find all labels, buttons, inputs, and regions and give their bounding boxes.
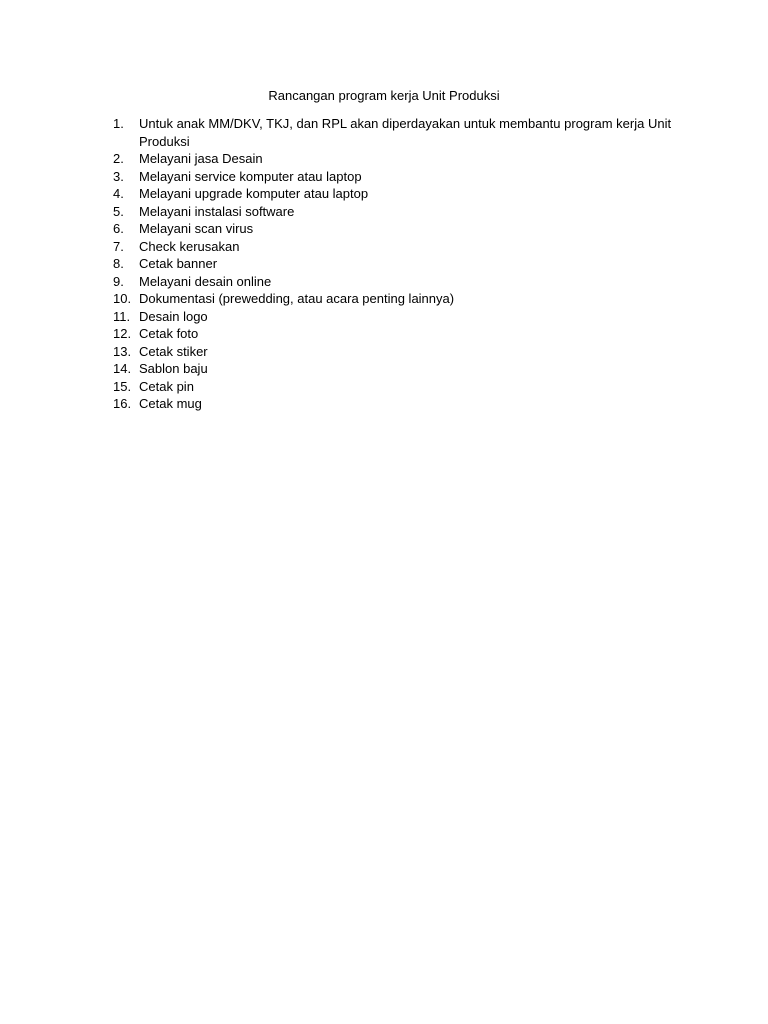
list-item: [113, 360, 673, 378]
list-item-number: 2.: [113, 151, 124, 166]
list-item-text: Melayani instalasi software: [139, 203, 295, 219]
list-item: [113, 168, 673, 186]
list-item: [113, 343, 673, 361]
program-list: [113, 115, 673, 413]
list-item: [113, 395, 673, 413]
list-item-number: 10.: [113, 291, 132, 306]
document-title: [0, 87, 768, 105]
list-item-text: Check kerusakan: [139, 238, 240, 254]
list-item-number: 5.: [113, 203, 124, 219]
list-item: [113, 378, 673, 396]
list-item-text: Sablon baju: [139, 361, 208, 376]
list-item-number: 9.: [113, 273, 124, 289]
list-item-text: Melayani scan virus: [139, 221, 254, 236]
list-item: [113, 238, 673, 256]
list-item: [113, 325, 673, 343]
list-item-number: 12.: [113, 326, 132, 341]
list-item-text: Melayani desain online: [139, 273, 272, 289]
list-item-number: 11.: [113, 308, 131, 324]
list-item: [113, 290, 673, 308]
list-item: [113, 308, 673, 326]
list-item-text: Cetak stiker: [139, 343, 208, 359]
list-item-text: Desain logo: [139, 308, 208, 324]
list-item-number: 7.: [113, 238, 124, 254]
list-item-text: Dokumentasi (prewedding, atau acara penting lainnya): [139, 291, 455, 306]
list-item-text: Cetak mug: [139, 396, 202, 411]
list-item-number: 3.: [113, 168, 124, 184]
document-title-text: Rancangan program kerja Unit Produksi: [268, 88, 500, 103]
list-item: [113, 150, 673, 168]
list-item: [113, 220, 673, 238]
list-item-number: 4.: [113, 186, 124, 201]
list-item: [113, 185, 673, 203]
list-item-number: 14.: [113, 361, 132, 376]
list-item-number: 1.: [113, 116, 124, 131]
list-item: [113, 255, 673, 273]
list-item-number: 6.: [113, 221, 124, 236]
list-item-text: Cetak banner: [139, 256, 218, 271]
list-item-text: Melayani service komputer atau laptop: [139, 168, 362, 184]
list-item: [113, 203, 673, 221]
list-item-text: Melayani upgrade komputer atau laptop: [139, 186, 369, 201]
list-item-text: Untuk anak MM/DKV, TKJ, dan RPL akan diperdayakan untuk membantu program kerja Unit Produksi: [139, 116, 672, 149]
list-item-text: Melayani jasa Desain: [139, 151, 263, 166]
list-item-number: 16.: [113, 396, 132, 411]
list-item: [113, 115, 673, 150]
list-item-number: 15.: [113, 378, 132, 394]
list-item-number: 8.: [113, 256, 124, 271]
list-item-text: Cetak pin: [139, 378, 194, 394]
list-item-number: 13.: [113, 343, 132, 359]
list-item: [113, 273, 673, 291]
list-item-text: Cetak foto: [139, 326, 199, 341]
